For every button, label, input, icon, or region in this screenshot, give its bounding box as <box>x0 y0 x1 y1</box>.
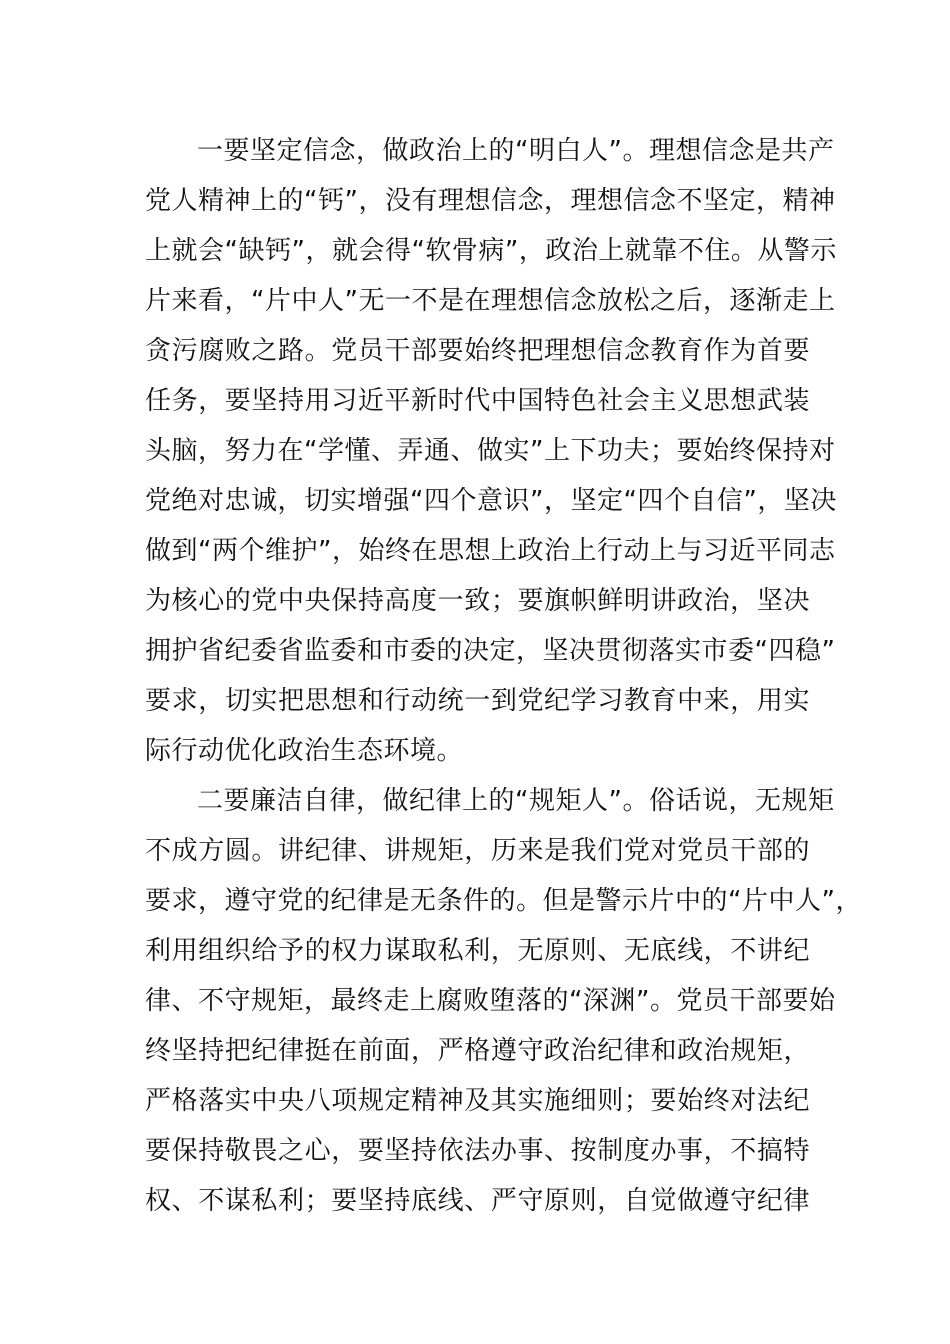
paragraph-line: 要求，切实把思想和行动统一到党纪学习教育中来，用实 <box>145 686 810 716</box>
paragraph-line: 做到“两个维护”，始终在思想上政治上行动上与习近平同志 <box>145 536 836 566</box>
paragraph-line: 任务，要坚持用习近平新时代中国特色社会主义思想武装 <box>145 386 810 416</box>
paragraph-line: 拥护省纪委省监委和市委的决定，坚决贯彻落实市委“四稳” <box>145 636 836 666</box>
paragraph-1 <box>145 126 837 776</box>
paragraph-line: 片来看，“片中人”无一不是在理想信念放松之后，逐渐走上 <box>145 286 836 316</box>
paragraph-line: 权、不谋私利；要坚持底线、严守原则，自觉做遵守纪律 <box>145 1186 810 1216</box>
paragraph-line: 二要廉洁自律，做纪律上的“规矩人”。俗话说，无规矩 <box>197 786 835 816</box>
paragraph-line: 上就会“缺钙”，就会得“软骨病”，政治上就靠不住。从警示 <box>145 236 837 266</box>
paragraph-line: 严格落实中央八项规定精神及其实施细则；要始终对法纪 <box>145 1086 810 1116</box>
paragraph-line: 际行动优化政治生态环境。 <box>145 736 464 766</box>
document-body <box>145 126 862 1226</box>
paragraph-line: 头脑，努力在“学懂、弄通、做实”上下功夫；要始终保持对 <box>145 436 836 466</box>
paragraph-line: 不成方圆。讲纪律、讲规矩，历来是我们党对党员干部的 <box>145 836 810 866</box>
paragraph-line: 贪污腐败之路。党员干部要始终把理想信念教育作为首要 <box>145 336 810 366</box>
paragraph-2 <box>145 776 862 1226</box>
paragraph-line: 律、不守规矩，最终走上腐败堕落的“深渊”。党员干部要始 <box>145 986 836 1016</box>
paragraph-line: 为核心的党中央保持高度一致；要旗帜鲜明讲政治，坚决 <box>145 586 810 616</box>
paragraph-line: 终坚持把纪律挺在前面，严格遵守政治纪律和政治规矩， <box>145 1036 810 1066</box>
paragraph-line: 利用组织给予的权力谋取私利，无原则、无底线，不讲纪 <box>145 936 810 966</box>
paragraph-line: 党人精神上的“钙”，没有理想信念，理想信念不坚定，精神 <box>145 186 836 216</box>
paragraph-line: 一要坚定信念，做政治上的“明白人”。理想信念是共产 <box>197 136 835 166</box>
paragraph-line: 要保持敬畏之心，要坚持依法办事、按制度办事，不搞特 <box>145 1136 810 1166</box>
paragraph-line: 要求，遵守党的纪律是无条件的。但是警示片中的“片中人”， <box>145 886 862 916</box>
paragraph-line: 党绝对忠诚，切实增强“四个意识”，坚定“四个自信”，坚决 <box>145 486 837 516</box>
